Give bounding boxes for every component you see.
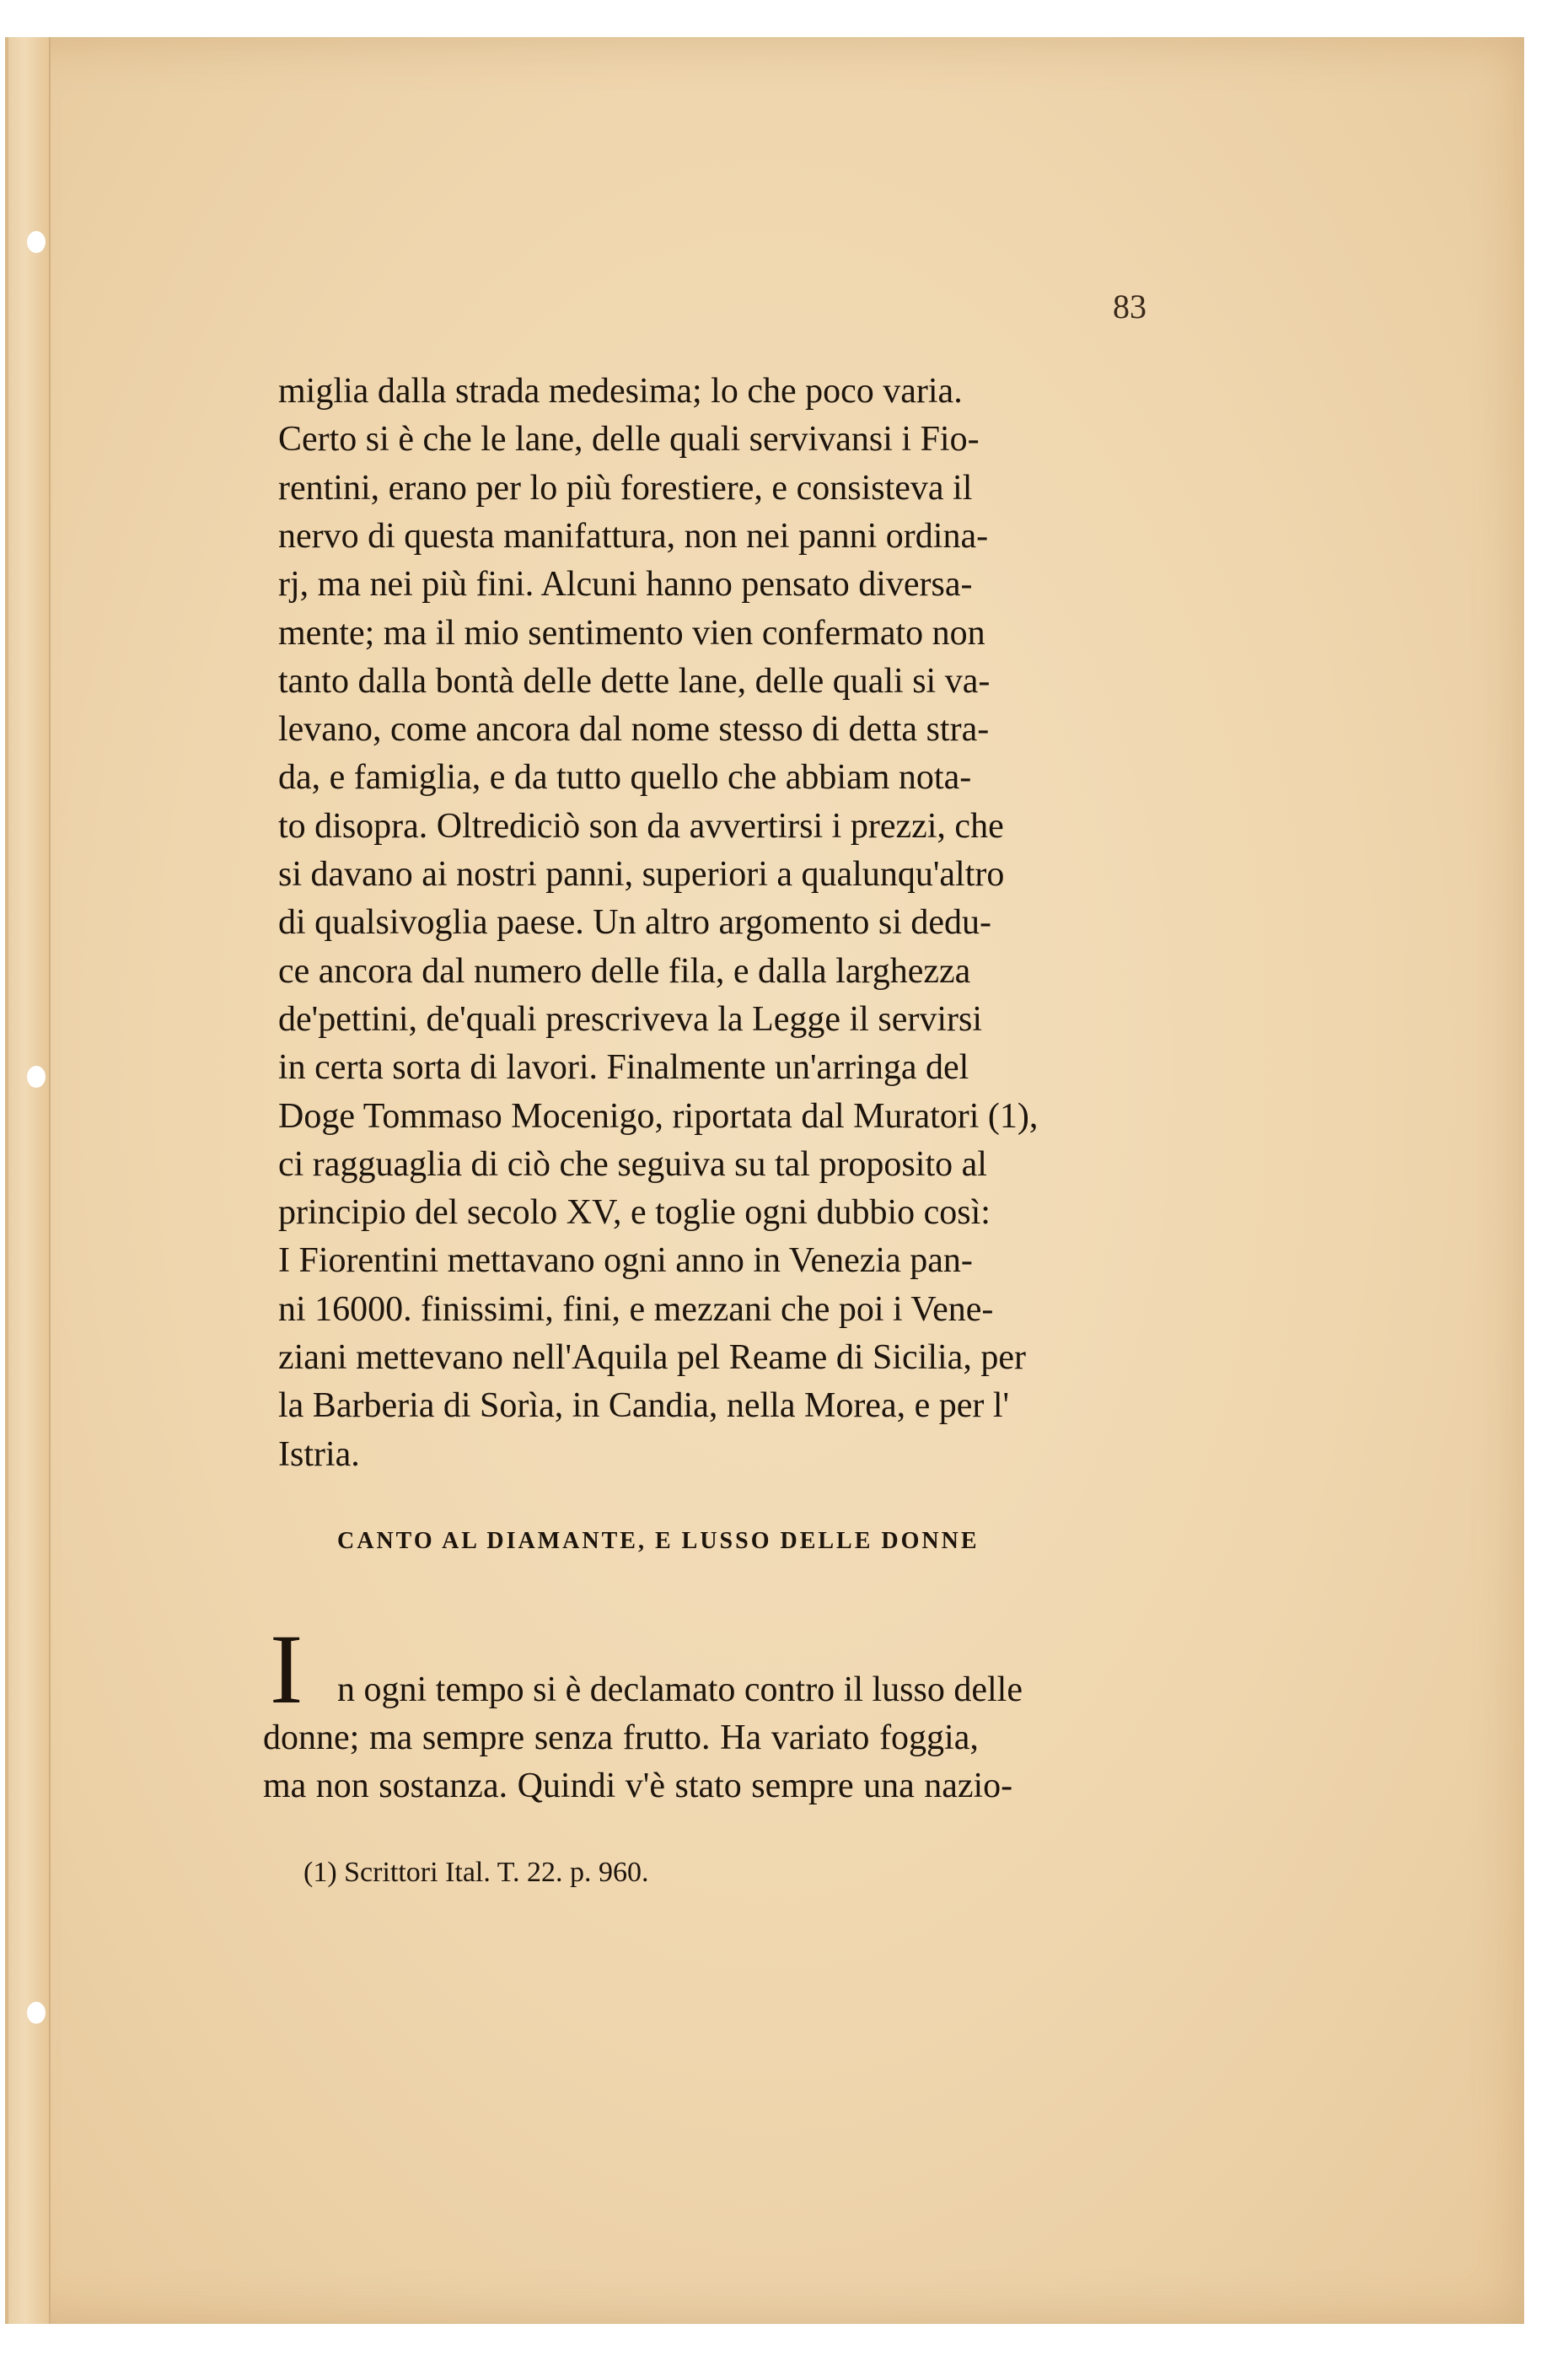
paragraph-line: ma non sostanza. Quindi v'è stato sempre una nazio- — [263, 1767, 1013, 1805]
body-line: si davano ai nostri panni, superiori a qualunqu'altro — [278, 855, 1005, 894]
body-line: Istria. — [278, 1434, 360, 1474]
section-heading: CANTO AL DIAMANTE, E LUSSO DELLE DONNE — [337, 1528, 980, 1554]
body-line: rj, ma nei più fini. Alcuni hanno pensato diversa- — [278, 565, 973, 605]
body-line: nervo di questa manifattura, non nei panni ordina- — [278, 516, 989, 556]
body-line: mente; ma il mio sentimento vien confermato non — [278, 613, 985, 653]
body-line: la Barberia di Sorìa, in Candia, nella Morea, e per l' — [278, 1386, 1010, 1426]
paragraph-line: n ogni tempo si è declamato contro il lusso delle — [337, 1670, 1023, 1709]
binding-hole — [27, 231, 46, 253]
body-line: di qualsivoglia paese. Un altro argomento si dedu- — [278, 903, 992, 943]
body-line: da, e famiglia, e da tutto quello che abbiam nota- — [278, 758, 972, 798]
binding-hole — [27, 1066, 46, 1088]
body-line: ce ancora dal numero delle fila, e dalla larghezza — [278, 951, 971, 991]
body-line: tanto dalla bontà delle dette lane, delle quali si va- — [278, 661, 991, 701]
body-line: to disopra. Oltrediciò son da avvertirsi i prezzi, che — [278, 806, 1004, 846]
body-line: levano, come ancora dal nome stesso di detta stra- — [278, 710, 990, 750]
drop-cap: I — [270, 1614, 303, 1724]
body-line: ci ragguaglia di ciò che seguiva su tal proposito al — [278, 1144, 987, 1184]
body-line: rentini, erano per lo più forestiere, e consisteva il — [278, 468, 973, 508]
body-line: Doge Tommaso Mocenigo, riportata dal Muratori (1), — [278, 1096, 1039, 1136]
page-number: 83 — [1113, 288, 1146, 325]
body-line: Certo si è che le lane, delle quali servivansi i Fio- — [278, 420, 980, 460]
body-line: de'pettini, de'quali prescriveva la Legge il servirsi — [278, 999, 982, 1039]
footnote: (1) Scrittori Ital. T. 22. p. 960. — [303, 1857, 649, 1888]
body-line: I Fiorentini mettavano ogni anno in Venezia pan- — [278, 1241, 973, 1281]
body-line: in certa sorta di lavori. Finalmente un'arringa del — [278, 1048, 969, 1088]
body-line: principio del secolo XV, e toglie ogni dubbio così: — [278, 1193, 991, 1233]
body-line: miglia dalla strada medesima; lo che poco varia. — [278, 372, 963, 411]
body-line: ni 16000. finissimi, fini, e mezzani che poi i Vene- — [278, 1289, 994, 1329]
paragraph-line: donne; ma sempre senza frutto. Ha variato foggia, — [263, 1718, 979, 1757]
page-spine — [8, 37, 51, 2324]
binding-hole — [27, 2002, 46, 2024]
body-line: ziani mettevano nell'Aquila pel Reame di Sicilia, per — [278, 1338, 1026, 1377]
